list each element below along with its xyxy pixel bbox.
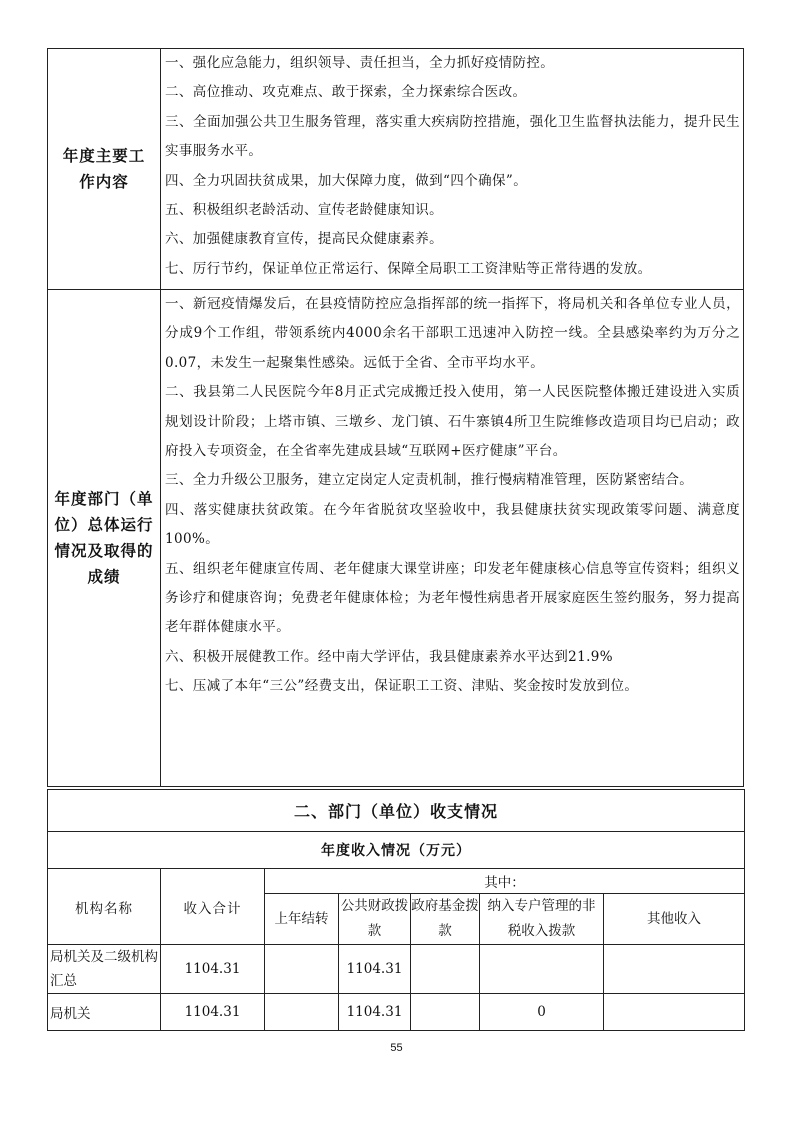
income-table xyxy=(47,789,745,1031)
header-special-nontax-text: 纳入专户管理的非税收入拨款 xyxy=(487,898,596,939)
annual-work-item: 二、高位推动、攻克难点、敢于探索，全力探索综合医改。 xyxy=(165,84,527,101)
achievement-item: 一、新冠疫情爆发后，在县疫情防控应急指挥部的统一指挥下，将局机关和各单位专业人员，分成9个工作组，带领系统内4000余名干部职工迅速冲入防控一线。全县感染率约为万分之0.07，未发生一起聚集性感染。远低于全省、全市平均水平。 xyxy=(165,296,740,371)
header-gov-fund xyxy=(411,894,480,945)
cell-public-finance: 1104.31 xyxy=(339,994,411,1031)
cell-other-income xyxy=(604,945,745,994)
annual-work-item: 三、全面加强公共卫生服务管理，落实重大疾病防控措施，强化卫生监督执法能力，提升民生实事服务水平。 xyxy=(165,113,740,160)
header-public-finance-text: 公共财政拨款 xyxy=(340,898,409,939)
achievements-label-text: 年度部门（单位）总体运行情况及取得的成绩 xyxy=(54,490,154,586)
income-subtitle: 年度收入情况（万元） xyxy=(48,832,745,869)
cell-org: 局机关及二级机构汇总 xyxy=(48,945,161,994)
achievements-row xyxy=(48,290,744,787)
cell-public-finance: 1104.31 xyxy=(339,945,411,994)
section-title: 二、部门（单位）收支情况 xyxy=(48,790,745,832)
achievements-content xyxy=(161,290,744,787)
annual-work-label-text: 年度主要工作内容 xyxy=(62,147,146,191)
header-org: 机构名称 xyxy=(48,869,161,945)
achievement-item: 三、全力升级公卫服务，建立定岗定人定责机制，推行慢病精准管理，医防紧密结合。 xyxy=(165,472,694,489)
cell-gov-fund xyxy=(411,945,480,994)
annual-work-item: 五、积极组织老龄活动、宣传老龄健康知识。 xyxy=(165,202,443,219)
cell-gov-fund xyxy=(411,994,480,1031)
cell-total: 1104.31 xyxy=(161,945,265,994)
header-special-nontax xyxy=(480,894,604,945)
cell-other-income xyxy=(604,994,745,1031)
cell-total: 1104.31 xyxy=(161,994,265,1031)
cell-prev-carry xyxy=(265,945,339,994)
achievement-item: 二、我县第二人民医院今年8月正式完成搬迁投入使用，第一人民医院整体搬迁建设进入实质规划设计阶段；上塔市镇、三墩乡、龙门镇、石牛寨镇4所卫生院维修改造项目均已启动；政府投入专项资金，在全省率先建成县域“互联网+医疗健康”平台。 xyxy=(165,384,740,460)
annual-work-item: 四、全力巩固扶贫成果，加大保障力度，做到“四个确保”。 xyxy=(165,172,528,189)
annual-work-label xyxy=(48,49,161,290)
header-of-which: 其中： xyxy=(265,869,745,894)
table-row xyxy=(48,994,745,1031)
achievement-item: 四、落实健康扶贫政策。在今年省脱贫攻坚验收中，我县健康扶贫实现政策零问题、满意度100%。 xyxy=(165,501,740,548)
cell-special-nontax: 0 xyxy=(480,994,604,1031)
header-gov-fund-text: 政府基金拨款 xyxy=(411,898,479,939)
header-prev-carry: 上年结转 xyxy=(265,894,339,945)
header-other-income: 其他收入 xyxy=(604,894,745,945)
header-total: 收入合计 xyxy=(161,869,265,945)
work-summary-table xyxy=(47,48,744,787)
annual-work-content xyxy=(161,49,744,290)
achievement-item: 五、组织老年健康宣传周、老年健康大课堂讲座；印发老年健康核心信息等宣传资料；组织义务诊疗和健康咨询；免费老年健康体检；为老年慢性病患者开展家庭医生签约服务，努力提高老年群体健康水平。 xyxy=(165,560,740,636)
annual-work-item: 七、厉行节约，保证单位正常运行、保障全局职工工资津贴等正常待遇的发放。 xyxy=(165,260,652,277)
cell-org: 局机关 xyxy=(48,994,161,1031)
page-number: 55 xyxy=(390,1042,403,1054)
annual-work-item: 一、强化应急能力，组织领导、责任担当，全力抓好疫情防控。 xyxy=(165,55,555,71)
achievement-item: 六、积极开展健教工作。经中南大学评估，我县健康素养水平达到21.9% xyxy=(165,648,613,665)
annual-work-row xyxy=(48,49,744,290)
table-row xyxy=(48,945,745,994)
cell-special-nontax xyxy=(480,945,604,994)
cell-prev-carry xyxy=(265,994,339,1031)
achievement-item: 七、压减了本年“三公”经费支出，保证职工工资、津贴、奖金按时发放到位。 xyxy=(165,678,639,695)
header-public-finance xyxy=(339,894,411,945)
achievements-label xyxy=(48,290,161,787)
annual-work-item: 六、加强健康教育宣传，提高民众健康素养。 xyxy=(165,231,443,248)
